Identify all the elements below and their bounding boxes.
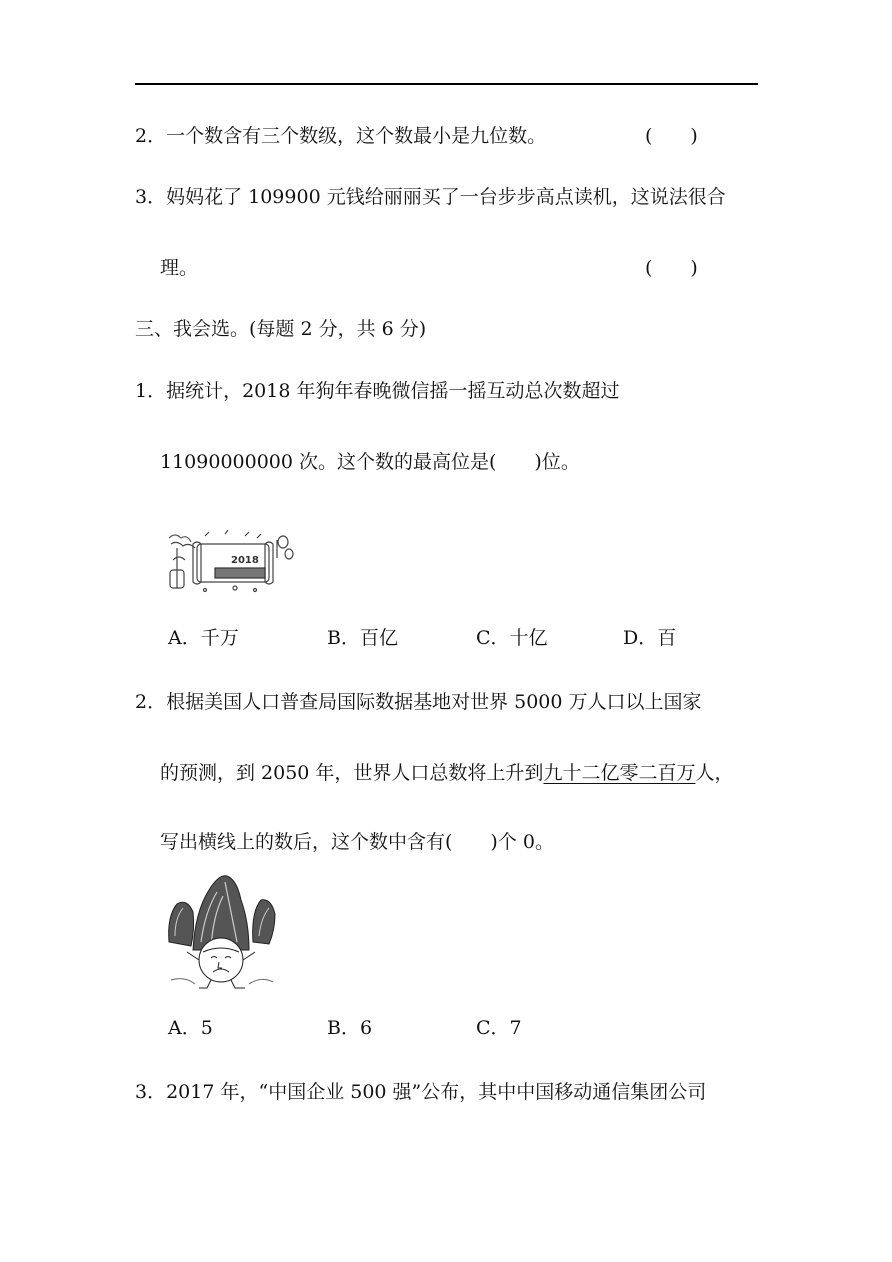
mc2-underlined-number: 九十二亿零二百万	[543, 762, 696, 784]
mc1-option-c: C．十亿	[476, 627, 548, 649]
illustration-year-text: 2018	[231, 555, 259, 566]
section-title: 三、我会选。(每题 2 分，共 6 分)	[135, 318, 427, 340]
q3-line2: 理。	[160, 257, 199, 279]
mc2-line1: 2．根据美国人口普查局国际数据基地对世界 5000 万人口以上国家	[135, 691, 702, 713]
mc2-line2-post: 人，	[695, 762, 734, 784]
spring-festival-illustration	[165, 530, 300, 596]
mc2-line2-pre: 的预测，到 2050 年，世界人口总数将上升到	[160, 762, 544, 784]
q3-line1: 3．妈妈花了 109900 元钱给丽丽买了一台步步高点读机，这说法很合	[135, 186, 726, 208]
header-rule	[135, 83, 758, 85]
crowded-earth-cartoon	[165, 872, 277, 990]
mc1-line1: 1．据统计，2018 年狗年春晚微信摇一摇互动总次数超过	[135, 380, 620, 402]
mc1-option-b: B．百亿	[327, 627, 398, 649]
mc1-option-d: D．百	[623, 627, 677, 649]
mc2-line2	[160, 761, 733, 785]
mc1-line2: 11090000000 次。这个数的最高位是( )位。	[160, 451, 580, 473]
mc2-line3: 写出横线上的数后，这个数中含有( )个 0。	[160, 831, 554, 853]
mc2-option-a: A．5	[168, 1017, 213, 1039]
q2-text: 2．一个数含有三个数级，这个数最小是九位数。	[135, 125, 547, 147]
mc2-option-b: B．6	[327, 1017, 373, 1039]
q2-answer-paren: ( )	[645, 125, 698, 147]
mc1-option-a: A．千万	[168, 627, 239, 649]
mc3-line1: 3．2017 年，“中国企业 500 强”公布，其中中国移动通信集团公司	[135, 1081, 707, 1103]
mc2-option-c: C．7	[476, 1017, 522, 1039]
q3-answer-paren: ( )	[645, 257, 698, 279]
